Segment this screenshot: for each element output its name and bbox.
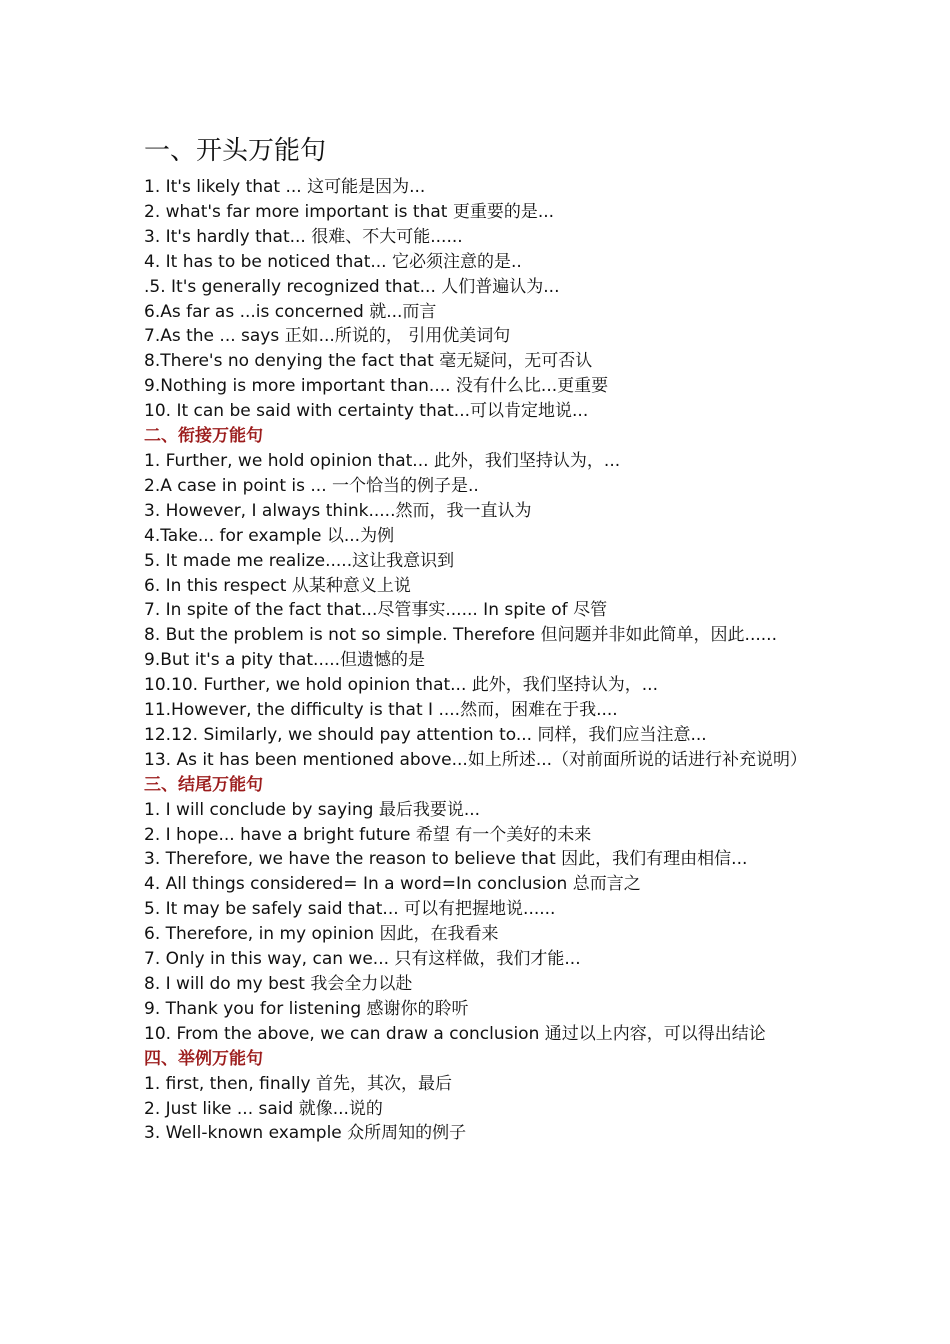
list-item: 1. I will conclude by saying 最后我要说... bbox=[144, 799, 481, 820]
list-item: 4. All things considered= In a word=In conclusion 总而言之 bbox=[144, 874, 641, 895]
list-item: 9.But it's a pity that.....但遗憾的是 bbox=[144, 650, 426, 671]
list-item: 11.However, the difficulty is that I ....然而，困难在于我.... bbox=[144, 700, 618, 721]
list-item: 13. As it has been mentioned above...如上所述...（对前面所说的话进行补充说明） bbox=[144, 749, 808, 770]
list-item: 6. Therefore, in my opinion 因此，在我看来 bbox=[144, 924, 499, 945]
list-item: 2. what's far more important is that 更重要的是... bbox=[144, 201, 555, 222]
list-item: 8.There's no denying the fact that 毫无疑问，无可否认 bbox=[144, 351, 593, 372]
list-item: 10.10. Further, we hold opinion that... 此外，我们坚持认为，... bbox=[144, 675, 658, 696]
transition-sentence-list bbox=[144, 449, 809, 773]
section-heading-transition: 二、衔接万能句 bbox=[144, 426, 263, 447]
list-item: 7. In spite of the fact that...尽管事实...... In spite of 尽管 bbox=[144, 600, 608, 621]
list-item: 10. From the above, we can draw a conclusion 通过以上内容，可以得出结论 bbox=[144, 1023, 766, 1044]
list-item: 6.As far as ...is concerned 就...而言 bbox=[144, 301, 437, 322]
list-item: 1. Further, we hold opinion that... 此外，我们坚持认为，... bbox=[144, 450, 621, 471]
ending-sentence-list bbox=[144, 798, 809, 1047]
list-item: 3. Well-known example 众所周知的例子 bbox=[144, 1123, 467, 1144]
list-item: 12.12. Similarly, we should pay attention to... 同样，我们应当注意... bbox=[144, 724, 707, 745]
list-item: 1. first, then, finally 首先，其次，最后 bbox=[144, 1073, 452, 1094]
document-page bbox=[144, 132, 809, 1146]
opening-sentence-list bbox=[144, 175, 809, 424]
list-item: 7.As the ... says 正如...所说的， 引用优美词句 bbox=[144, 326, 511, 347]
list-item: .5. It's generally recognized that... 人们普遍认为... bbox=[144, 276, 560, 297]
section-heading-ending: 三、结尾万能句 bbox=[144, 774, 263, 795]
list-item: 3. Therefore, we have the reason to believe that 因此，我们有理由相信... bbox=[144, 849, 748, 870]
example-sentence-list bbox=[144, 1072, 809, 1147]
list-item: 2. Just like ... said 就像...说的 bbox=[144, 1098, 383, 1119]
list-item: 8. I will do my best 我会全力以赴 bbox=[144, 974, 413, 994]
list-item: 9. Thank you for listening 感谢你的聆听 bbox=[144, 998, 469, 1019]
list-item: 5. It may be safely said that... 可以有把握地说...... bbox=[144, 899, 556, 920]
list-item: 8. But the problem is not so simple. Therefore 但问题并非如此简单，因此...... bbox=[144, 625, 777, 646]
section-heading-examples: 四、举例万能句 bbox=[144, 1048, 263, 1069]
list-item: 2.A case in point is ... 一个恰当的例子是.. bbox=[144, 475, 479, 496]
list-item: 5. It made me realize.....这让我意识到 bbox=[144, 550, 455, 571]
list-item: 3. However, I always think.....然而，我一直认为 bbox=[144, 500, 532, 521]
list-item: 1. It's likely that ... 这可能是因为... bbox=[144, 177, 426, 197]
list-item: 4.Take... for example 以...为例 bbox=[144, 525, 395, 546]
list-item: 9.Nothing is more important than.... 没有什么比...更重要 bbox=[144, 376, 609, 397]
list-item: 3. It's hardly that... 很难、不大可能...... bbox=[144, 226, 463, 247]
list-item: 6. In this respect 从某种意义上说 bbox=[144, 575, 411, 596]
page-title: 一、开头万能句 bbox=[144, 136, 327, 166]
list-item: 4. It has to be noticed that... 它必须注意的是.. bbox=[144, 251, 522, 272]
list-item: 7. Only in this way, can we... 只有这样做，我们才能... bbox=[144, 949, 581, 970]
list-item: 2. I hope... have a bright future 希望 有一个美好的未来 bbox=[144, 824, 592, 845]
list-item: 10. It can be said with certainty that...可以肯定地说... bbox=[144, 401, 589, 422]
